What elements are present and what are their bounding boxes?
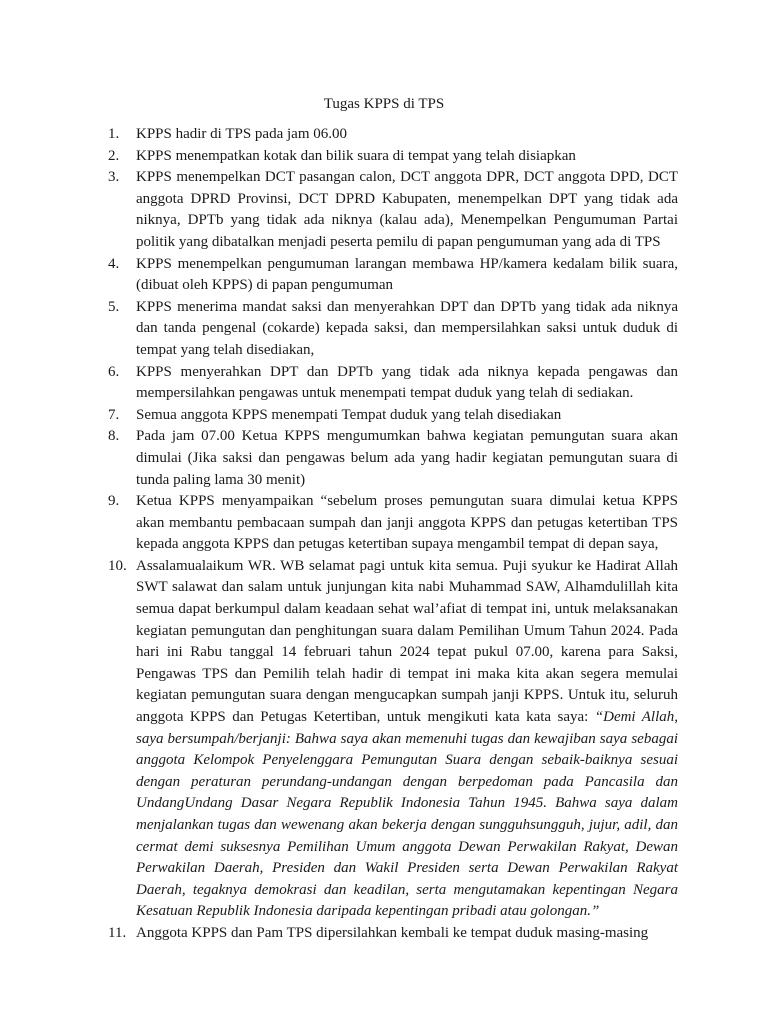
item-text: KPPS menempelkan DCT pasangan calon, DCT anggota DPR, DCT anggota DPD, DCT anggota DPRD Provinsi, DCT DPRD Kabupaten, menempelkan DPT yang tidak ada niknya, DPTb yang tidak ada niknya (kalau ada), Menempelkan Pengumuman Partai politik yang dibatalkan menjadi peserta pemilu di papan pengumuman yang ada di TPS xyxy=(136,169,678,250)
item-number: 5. xyxy=(108,298,120,315)
list-item xyxy=(108,297,678,362)
list-item xyxy=(108,167,678,253)
list-item xyxy=(108,426,678,491)
list-item xyxy=(108,146,678,168)
item-number: 4. xyxy=(108,255,120,272)
task-list xyxy=(108,124,678,945)
item-text: KPPS menyerahkan DPT dan DPTb yang tidak ada niknya kepada pengawas dan mempersilahkan pengawas untuk menempati tempat duduk yang telah di sediakan. xyxy=(136,363,678,402)
item-number: 9. xyxy=(108,493,120,510)
item-text: KPPS menerima mandat saksi dan menyerahkan DPT dan DPTb yang tidak ada niknya dan tanda pengenal (cokarde) kepada saksi, dan mempersilahkan saksi untuk duduk di tempat yang telah disediakan, xyxy=(136,298,678,358)
list-item xyxy=(108,405,678,427)
item-number: 6. xyxy=(108,363,120,380)
oath-text: “Demi Allah, saya bersumpah/berjanji: Bahwa saya akan memenuhi tugas dan kewajiban saya sebagai anggota Kelompok Penyelenggara Pemungutan Suara dengan sebaik-baiknya sesuai dengan peraturan perundang-undangan dengan berpedoman pada Pancasila dan UndangUndang Dasar Negara Republik Indonesia Tahun 1945. Bahwa saya dalam menjalankan tugas dan wewenang akan bekerja dengan sungguhsungguh, jujur, adil, dan cermat demi suksesnya Pemilihan Umum anggota Dewan Perwakilan Rakyat, Dewan Perwakilan Daerah, Presiden dan Wakil Presiden serta Dewan Perwakilan Rakyat Daerah, tegaknya demokrasi dan keadilan, serta mengutamakan kepentingan Negara Kesatuan Republik Indonesia daripada kepentingan pribadi atau golongan.” xyxy=(136,709,679,920)
list-item xyxy=(108,923,678,945)
list-item xyxy=(108,491,678,556)
list-item xyxy=(108,254,678,297)
list-item xyxy=(108,362,678,405)
item-number: 10. xyxy=(108,557,127,574)
item-text: Pada jam 07.00 Ketua KPPS mengumumkan bahwa kegiatan pemungutan suara akan dimulai (Jika saksi dan pengawas belum ada yang hadir kegiatan pemungutan suara di tunda paling lama 30 menit) xyxy=(136,428,678,488)
item-text: KPPS menempelkan pengumuman larangan membawa HP/kamera kedalam bilik suara, (dibuat oleh KPPS) di papan pengumuman xyxy=(136,255,678,294)
item-text: Anggota KPPS dan Pam TPS dipersilahkan kembali ke tempat duduk masing-masing xyxy=(136,924,649,941)
item-number: 7. xyxy=(108,406,120,423)
item-text-with-oath xyxy=(136,556,678,923)
list-item xyxy=(108,556,678,923)
document-title: Tugas KPPS di TPS xyxy=(323,96,445,112)
item-number: 11. xyxy=(108,924,127,941)
item-text: Semua anggota KPPS menempati Tempat duduk yang telah disediakan xyxy=(136,406,562,423)
item-text: KPPS menempatkan kotak dan bilik suara di tempat yang telah disiapkan xyxy=(136,147,576,164)
item-number: 3. xyxy=(108,169,120,186)
item-text: KPPS hadir di TPS pada jam 06.00 xyxy=(136,126,347,142)
item-number: 1. xyxy=(108,126,120,142)
list-item xyxy=(108,124,678,146)
item-number: 8. xyxy=(108,428,120,445)
item-text: Assalamualaikum WR. WB selamat pagi untuk kita semua. Puji syukur ke Hadirat Allah SWT salawat dan salam untuk junjungan kita nabi Muhammad SAW, Alhamdulillah kita semua dapat berkumpul dalam keadaan sehat wal’afiat di tempat ini, untuk melaksanakan kegiatan pemungutan dan penghitungan suara dalam Pemilihan Umum Tahun 2024. Pada hari ini Rabu tanggal 14 februari tahun 2024 tepat pukul 07.00, karena para Saksi, Pengawas TPS dan Pemilih telah hadir di tempat ini maka kita akan segera memulai kegiatan pemungutan suara dengan mengucapkan sumpah janji KPPS. Untuk itu, seluruh anggota KPPS dan Petugas Ketertiban, untuk mengikuti kata kata saya: xyxy=(136,557,678,726)
item-number: 2. xyxy=(108,147,120,164)
item-text: Ketua KPPS menyampaikan “sebelum proses pemungutan suara dimulai ketua KPPS akan membantu pembacaan sumpah dan janji anggota KPPS dan petugas ketertiban TPS kepada anggota KPPS dan petugas ketertiban supaya mengambil tempat di depan saya, xyxy=(136,493,678,553)
